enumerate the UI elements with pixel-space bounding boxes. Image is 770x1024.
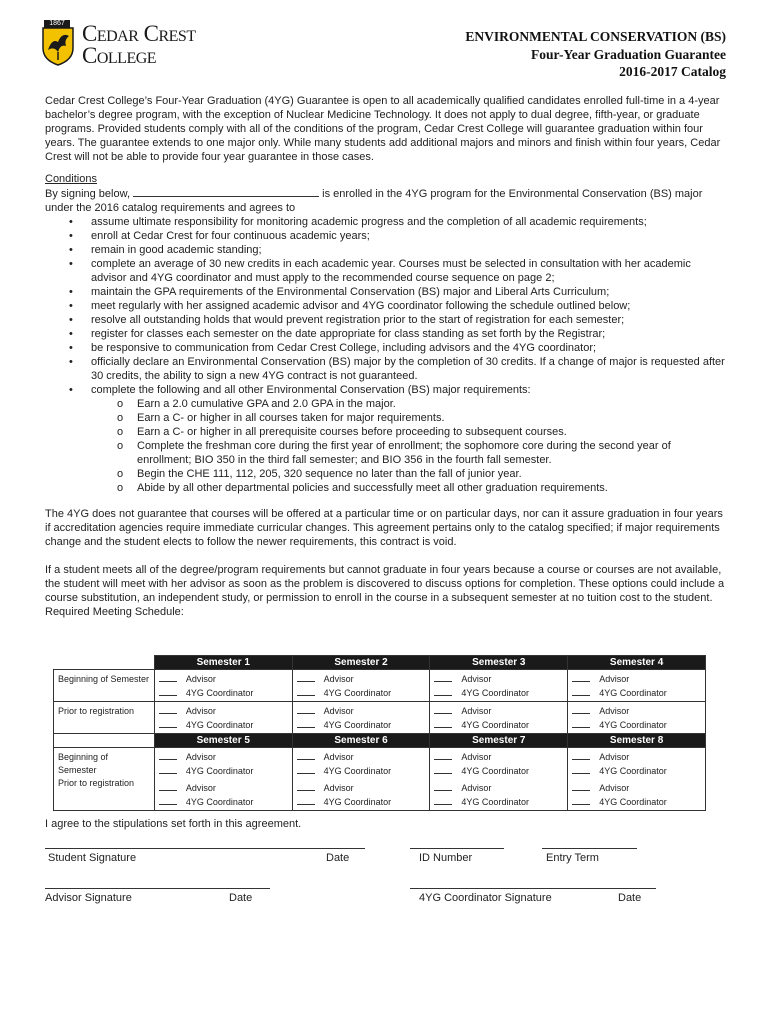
condition-item: • complete an average of 30 new credits in each academic year. Courses must be selected in consultation with her academic advisor and 4YG coordinator and must apply to the recommended course sequence on page 2; <box>91 257 725 285</box>
advisor-label: Advisor <box>185 752 216 762</box>
table-corner <box>54 656 155 670</box>
condition-item-text: complete the following and all other Environmental Conservation (BS) major requirements: <box>91 384 531 396</box>
entry-term-label: Entry Term <box>546 852 599 864</box>
row-label-beginning: Beginning of Semester <box>54 670 155 702</box>
coordinator-label: 4YG Coordinator <box>185 688 254 698</box>
meeting-schedule-table <box>53 655 706 811</box>
id-number-label: ID Number <box>419 852 473 864</box>
meeting-cell <box>430 779 568 811</box>
table-row <box>54 748 706 780</box>
coordinator-checkbox[interactable] <box>434 718 452 728</box>
advisor-checkbox[interactable] <box>159 672 177 682</box>
advisor-checkbox[interactable] <box>159 781 177 791</box>
guarantee-paragraph: The 4YG does not guarantee that courses will be offered at a particular time or on particular days, nor can it assure graduation in four years if accreditation agencies require immediate curricular changes. This agreement pertains only to the catalog specified; if major requirements change and the student elects to follow the newer requirements, this contract is void. <box>45 508 723 548</box>
advisor-label: Advisor <box>599 706 630 716</box>
program-title: ENVIRONMENTAL CONSERVATION (BS) <box>465 29 726 44</box>
coordinator-label: 4YG Coordinator <box>185 766 254 776</box>
condition-item: • maintain the GPA requirements of the Environmental Conservation (BS) major and Liberal Arts Curriculum; <box>91 285 725 299</box>
row-label-prior: Prior to registration <box>58 778 135 788</box>
semester-header: Semester 4 <box>568 656 706 670</box>
meeting-cell <box>154 779 292 811</box>
guarantee-title: Four-Year Graduation Guarantee <box>531 46 726 62</box>
table-spacer <box>54 734 155 748</box>
student-signature-label: Student Signature <box>48 852 137 864</box>
advisor-signature-line[interactable] <box>45 888 270 889</box>
condition-item: • register for classes each semester on the date appropriate for class standing as set forth by the Registrar; <box>91 327 725 341</box>
logo-line-2: College <box>82 43 157 68</box>
condition-item: • meet regularly with her assigned academic advisor and 4YG coordinator following the schedule outlined below; <box>91 299 725 313</box>
coordinator-checkbox[interactable] <box>572 686 590 696</box>
meeting-cell <box>154 702 292 734</box>
row-label-beginning: Beginning of Semester <box>58 752 109 775</box>
meeting-cell <box>430 748 568 780</box>
advisor-checkbox[interactable] <box>434 750 452 760</box>
advisor-label: Advisor <box>599 752 630 762</box>
student-date-label: Date <box>326 852 350 864</box>
requirement-item: o Complete the freshman core during the first year of enrollment; the sophomore core during the second year of enrollment; BIO 350 in the third fall semester; and BIO 356 in the fourth fall semester. <box>137 439 725 467</box>
conditions-heading: Conditions <box>45 173 97 185</box>
conditions-list <box>45 215 725 495</box>
options-paragraph: If a student meets all of the degree/program requirements but cannot graduate in four years because a course or courses are not available, the student will meet with her advisor as soon as the problem is discovered to discuss options for completion. These options could include a course substitution, an independent study, or permission to enroll in the course in a subsequent semester at no tuition cost to the student. <box>45 564 725 604</box>
student-name-blank[interactable] <box>133 186 319 197</box>
meeting-cell <box>292 702 430 734</box>
coordinator-label: 4YG Coordinator <box>599 766 667 776</box>
coordinator-checkbox[interactable] <box>297 764 315 774</box>
coordinator-label: 4YG Coordinator <box>599 720 667 730</box>
semester-header: Semester 5 <box>154 734 292 748</box>
meeting-cell <box>568 779 706 811</box>
advisor-signature-label: Advisor Signature <box>45 892 132 904</box>
advisor-label: Advisor <box>185 706 216 716</box>
advisor-label: Advisor <box>461 674 492 684</box>
advisor-label: Advisor <box>185 783 216 793</box>
schedule-heading: Required Meeting Schedule: <box>45 606 184 618</box>
coordinator-label: 4YG Coordinator <box>323 766 392 776</box>
table-row <box>54 702 706 734</box>
requirement-item: o Earn a C- or higher in all prerequisite courses before proceeding to subsequent courses. <box>137 425 725 439</box>
advisor-checkbox[interactable] <box>434 704 452 714</box>
meeting-cell <box>154 670 292 702</box>
coordinator-checkbox[interactable] <box>297 718 315 728</box>
advisor-label: Advisor <box>323 752 354 762</box>
advisor-checkbox[interactable] <box>434 781 452 791</box>
id-number-line[interactable] <box>410 848 504 849</box>
coordinator-label: 4YG Coordinator <box>461 766 529 776</box>
condition-item: • enroll at Cedar Crest for four continuous academic years; <box>91 229 725 243</box>
coordinator-signature-label: 4YG Coordinator Signature <box>419 892 552 904</box>
agreement-statement: I agree to the stipulations set forth in this agreement. <box>45 818 302 830</box>
advisor-label: Advisor <box>461 783 492 793</box>
coordinator-label: 4YG Coordinator <box>323 720 392 730</box>
student-signature-line[interactable] <box>45 848 365 849</box>
coordinator-checkbox[interactable] <box>159 686 177 696</box>
advisor-checkbox[interactable] <box>434 672 452 682</box>
meeting-cell <box>568 702 706 734</box>
advisor-label: Advisor <box>599 783 630 793</box>
meeting-cell <box>430 670 568 702</box>
conditions-lead-start: By signing below, <box>45 188 134 200</box>
advisor-label: Advisor <box>461 706 492 716</box>
condition-item: • remain in good academic standing; <box>91 243 725 257</box>
conditions-lead <box>45 186 725 215</box>
coordinator-label: 4YG Coordinator <box>185 797 254 807</box>
logo-line-1: Cedar Crest <box>82 21 196 46</box>
advisor-label: Advisor <box>599 674 630 684</box>
condition-item: • assume ultimate responsibility for monitoring academic progress and the completion of all academic requirements; <box>91 215 725 229</box>
major-requirements-list <box>91 397 725 495</box>
coordinator-checkbox[interactable] <box>434 686 452 696</box>
semester-header: Semester 8 <box>568 734 706 748</box>
logo-year: 1867 <box>44 20 70 28</box>
college-logo <box>42 20 212 70</box>
coordinator-label: 4YG Coordinator <box>461 797 529 807</box>
coordinator-signature-line[interactable] <box>410 888 656 889</box>
semester-header: Semester 2 <box>292 656 430 670</box>
table-row <box>54 670 706 702</box>
coordinator-checkbox[interactable] <box>434 795 452 805</box>
meeting-cell <box>292 670 430 702</box>
coordinator-label: 4YG Coordinator <box>185 720 254 730</box>
row-labels-lower <box>54 748 155 811</box>
advisor-label: Advisor <box>323 674 354 684</box>
row-label-prior: Prior to registration <box>54 702 155 734</box>
advisor-checkbox[interactable] <box>159 704 177 714</box>
meeting-cell <box>430 702 568 734</box>
condition-item: • be responsive to communication from Cedar Crest College, including advisors and the 4YG coordinator; <box>91 341 725 355</box>
intro-paragraph: Cedar Crest College’s Four-Year Graduation (4YG) Guarantee is open to all academically qualified candidates enrolled full-time in a 4-year bachelor’s degree program, with the exception of Nuclear Medicine Technology. It does not apply to dual degree, fifth-year, or graduate programs. Provided students comply with all of the conditions of the program, Cedar Crest College will guarantee graduation within four years. The guarantee extends to one major only. While many students add additional majors and minors and finish within four years, Cedar Crest will not be able to provide four year guarantee in those cases. <box>45 95 721 163</box>
coordinator-checkbox[interactable] <box>572 764 590 774</box>
advisor-checkbox[interactable] <box>572 781 590 791</box>
advisor-checkbox[interactable] <box>572 750 590 760</box>
coordinator-label: 4YG Coordinator <box>461 688 529 698</box>
logo-wordmark <box>82 23 196 67</box>
condition-item-with-sublist <box>91 383 725 495</box>
coordinator-checkbox[interactable] <box>297 686 315 696</box>
advisor-checkbox[interactable] <box>159 750 177 760</box>
advisor-label: Advisor <box>323 783 354 793</box>
coordinator-label: 4YG Coordinator <box>599 688 667 698</box>
advisor-date-label: Date <box>229 892 253 904</box>
coordinator-checkbox[interactable] <box>572 718 590 728</box>
advisor-label: Advisor <box>461 752 492 762</box>
semester-header: Semester 6 <box>292 734 430 748</box>
coordinator-label: 4YG Coordinator <box>461 720 529 730</box>
coordinator-label: 4YG Coordinator <box>323 797 392 807</box>
conditions-lead-end: is enrolled in the 4YG program for the Environmental Conservation (BS) major under the 2016 catalog requirements and agrees to <box>45 188 703 214</box>
coordinator-checkbox[interactable] <box>297 795 315 805</box>
coordinator-label: 4YG Coordinator <box>599 797 667 807</box>
requirement-item: o Abide by all other departmental policies and successfully meet all other graduation requirements. <box>137 481 725 495</box>
coordinator-label: 4YG Coordinator <box>323 688 392 698</box>
document-title <box>465 28 726 81</box>
advisor-checkbox[interactable] <box>297 750 315 760</box>
document-body <box>45 94 725 619</box>
advisor-checkbox[interactable] <box>297 672 315 682</box>
advisor-label: Advisor <box>323 706 354 716</box>
advisor-checkbox[interactable] <box>572 672 590 682</box>
meeting-cell <box>568 670 706 702</box>
requirement-item: o Begin the CHE 111, 112, 205, 320 sequence no later than the fall of junior year. <box>137 467 725 481</box>
coordinator-checkbox[interactable] <box>434 764 452 774</box>
coordinator-checkbox[interactable] <box>159 795 177 805</box>
coordinator-date-label: Date <box>618 892 642 904</box>
meeting-cell <box>154 748 292 780</box>
semester-header: Semester 3 <box>430 656 568 670</box>
advisor-label: Advisor <box>185 674 216 684</box>
advisor-checkbox[interactable] <box>297 704 315 714</box>
condition-item: • officially declare an Environmental Conservation (BS) major by the completion of 30 credits. If a change of major is requested after 30 credits, the ability to sign a new 4YG contract is not guaranteed. <box>91 355 725 383</box>
meeting-cell <box>568 748 706 780</box>
meeting-cell <box>292 779 430 811</box>
coordinator-checkbox[interactable] <box>159 764 177 774</box>
condition-item: • resolve all outstanding holds that would prevent registration prior to the start of registration for each semester; <box>91 313 725 327</box>
advisor-checkbox[interactable] <box>572 704 590 714</box>
coordinator-checkbox[interactable] <box>159 718 177 728</box>
coordinator-checkbox[interactable] <box>572 795 590 805</box>
catalog-title: 2016-2017 Catalog <box>619 64 726 79</box>
meeting-cell <box>292 748 430 780</box>
advisor-checkbox[interactable] <box>297 781 315 791</box>
requirement-item: o Earn a C- or higher in all courses taken for major requirements. <box>137 411 725 425</box>
entry-term-line[interactable] <box>542 848 637 849</box>
requirement-item: o Earn a 2.0 cumulative GPA and 2.0 GPA in the major. <box>137 397 725 411</box>
semester-header: Semester 7 <box>430 734 568 748</box>
semester-header: Semester 1 <box>154 656 292 670</box>
